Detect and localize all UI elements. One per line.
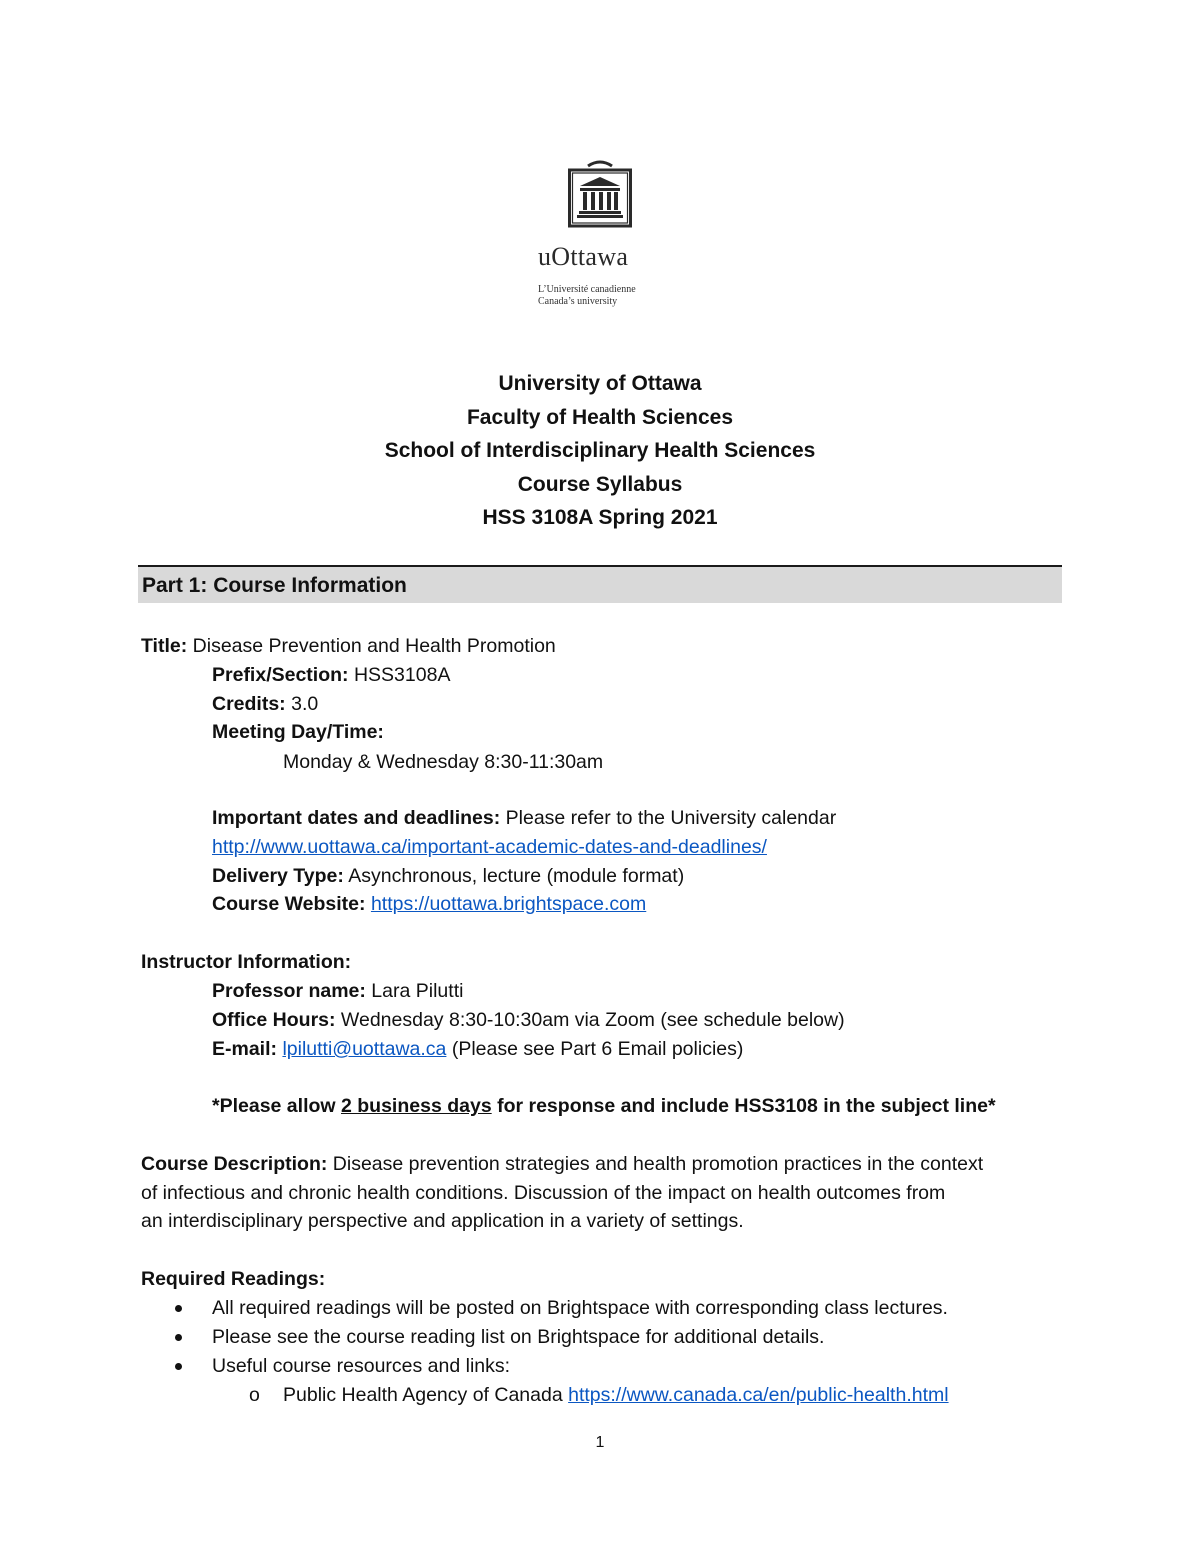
- header-school: School of Interdisciplinary Health Sciences: [384, 439, 816, 462]
- professor-value: Lara Pilutti: [365, 980, 464, 1002]
- instructor-heading: Instructor Information:: [141, 951, 352, 973]
- dates-label: Important dates and deadlines:: [212, 807, 501, 829]
- description-line-2: of infectious and chronic health conditions. Discussion of the impact on health outcomes from: [141, 1182, 946, 1204]
- course-title-value: Disease Prevention and Health Promotion: [187, 635, 556, 657]
- header-doc-type: Course Syllabus: [517, 472, 683, 496]
- section-header-bar: [138, 565, 1062, 603]
- delivery-label: Delivery Type:: [212, 865, 344, 887]
- delivery-line: [212, 864, 684, 888]
- header-faculty: Faculty of Health Sciences: [466, 405, 734, 429]
- description-line-3: an interdisciplinary perspective and application in a variety of settings.: [141, 1210, 744, 1232]
- bullet-icon: [175, 1363, 182, 1370]
- bullet-icon: [175, 1334, 182, 1341]
- description-text-1: Disease prevention strategies and health promotion practices in the context: [327, 1153, 984, 1175]
- professor-label: Professor name:: [212, 980, 366, 1002]
- description-label: Course Description:: [141, 1153, 328, 1175]
- logo-wordmark: uOttawa: [538, 242, 629, 271]
- reading-item-1: All required readings will be posted on Brightspace with corresponding class lectures.: [212, 1297, 948, 1319]
- delivery-value: Asynchronous, lecture (module format): [343, 865, 685, 887]
- important-dates-link[interactable]: http://www.uottawa.ca/important-academic-dates-and-deadlines/: [212, 836, 767, 858]
- email-label: E-mail:: [212, 1038, 278, 1060]
- website-label: Course Website:: [212, 893, 366, 915]
- notice-pre: *Please allow: [212, 1095, 341, 1117]
- course-title-line: [141, 634, 556, 658]
- reading-item-3: Useful course resources and links:: [212, 1355, 511, 1377]
- prefix-line: [212, 663, 450, 687]
- website-line: [212, 892, 646, 916]
- office-hours-value: Wednesday 8:30-10:30am via Zoom (see schedule below): [335, 1009, 845, 1031]
- prefix-value: HSS3108A: [348, 664, 451, 686]
- course-website-link[interactable]: https://uottawa.brightspace.com: [370, 893, 647, 915]
- credits-label: Credits:: [212, 693, 286, 715]
- email-link[interactable]: lpilutti@uottawa.ca: [282, 1038, 447, 1060]
- dates-value: Please refer to the University calendar: [500, 807, 837, 829]
- logo-tagline-en: Canada’s university: [538, 296, 618, 307]
- meeting-label: Meeting Day/Time:: [212, 721, 384, 743]
- dates-line: [212, 806, 836, 830]
- university-building-icon: [568, 160, 632, 228]
- uottawa-logo: [520, 160, 680, 310]
- readings-heading: Required Readings:: [141, 1268, 326, 1290]
- office-hours-label: Office Hours:: [212, 1009, 336, 1031]
- bullet-icon: [175, 1305, 182, 1312]
- professor-line: [212, 979, 463, 1003]
- course-title-label: Title:: [141, 635, 188, 657]
- description-line-1: [141, 1152, 983, 1176]
- notice-post: for response and include HSS3108 in the subject line*: [491, 1095, 996, 1117]
- public-health-link[interactable]: https://www.canada.ca/en/public-health.html: [568, 1384, 949, 1406]
- section-title: Part 1: Course Information: [142, 574, 407, 597]
- prefix-label: Prefix/Section:: [212, 664, 349, 686]
- office-hours-line: [212, 1008, 845, 1032]
- credits-line: [212, 692, 318, 716]
- credits-value: 3.0: [285, 693, 319, 715]
- page-number: 1: [595, 1434, 605, 1451]
- notice-underlined: 2 business days: [341, 1095, 492, 1117]
- header-university: University of Ottawa: [498, 372, 702, 395]
- email-line: [212, 1037, 743, 1061]
- email-note: (Please see Part 6 Email policies): [446, 1038, 744, 1060]
- header-course-code: HSS 3108A Spring 2021: [482, 506, 718, 529]
- document-header: [0, 367, 1200, 535]
- sub-bullet-marker: o: [249, 1384, 260, 1406]
- logo-tagline-fr: L’Université canadienne: [538, 284, 636, 295]
- reading-subitem: [283, 1383, 949, 1407]
- response-notice: [212, 1094, 996, 1118]
- dates-link-line: [212, 835, 767, 859]
- reading-item-2: Please see the course reading list on Brightspace for additional details.: [212, 1326, 825, 1348]
- subitem-text: Public Health Agency of Canada: [283, 1384, 569, 1406]
- meeting-value: Monday & Wednesday 8:30-11:30am: [283, 751, 604, 773]
